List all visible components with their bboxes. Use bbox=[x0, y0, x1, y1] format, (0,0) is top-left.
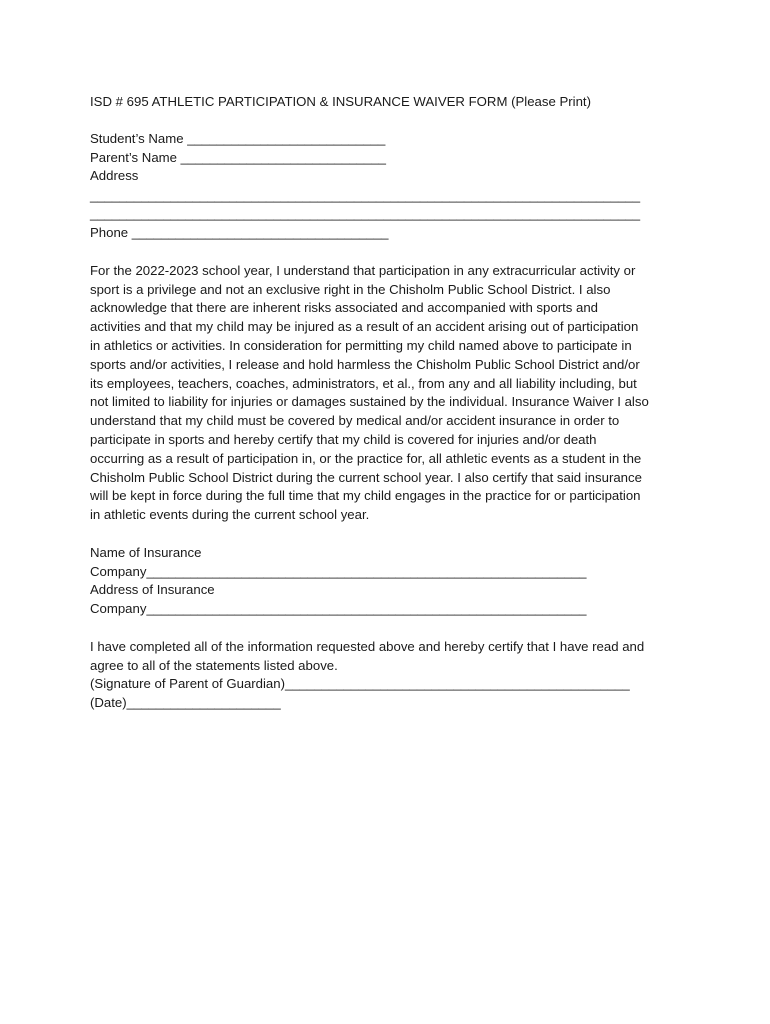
waiver-line: will be kept in force during the full time that my child engages in the practice for or participation bbox=[90, 488, 641, 504]
waiver-form bbox=[90, 93, 690, 713]
insurance-address-field: Company____________________________________________________________ bbox=[90, 601, 587, 617]
spacer bbox=[90, 243, 690, 262]
address-line-1: ___________________________________________________________________________ bbox=[90, 187, 641, 203]
waiver-line: participate in sports and hereby certify that my child is covered for injuries and/or death bbox=[90, 432, 597, 448]
form-title: ISD # 695 ATHLETIC PARTICIPATION & INSURANCE WAIVER FORM (Please Print) bbox=[90, 94, 591, 109]
waiver-line: in athletics or activities. In consideration for permitting my child named above to participate in bbox=[90, 338, 632, 354]
parent-name-field: Parent’s Name ____________________________ bbox=[90, 149, 387, 165]
student-name-field: Student’s Name ___________________________ bbox=[90, 130, 386, 146]
waiver-line: sport is a privilege and not an exclusive right in the Chisholm Public School District. I also bbox=[90, 281, 611, 297]
waiver-line: For the 2022-2023 school year, I understand that participation in any extracurricular activity or bbox=[90, 262, 636, 278]
waiver-line: in athletic events during the current school year. bbox=[90, 507, 370, 523]
waiver-paragraph bbox=[90, 262, 690, 525]
insurance-name-label: Name of Insurance bbox=[90, 544, 202, 560]
spacer bbox=[90, 619, 690, 638]
certify-line: agree to all of the statements listed above. bbox=[90, 657, 338, 673]
waiver-line: not limited to liability for injuries or damages sustained by the individual. Insurance Waiver I also bbox=[90, 394, 649, 410]
waiver-line: activities and that my child may be injured as a result of an accident arising out of participation bbox=[90, 319, 639, 335]
signature-field: (Signature of Parent of Guardian)_______________________________________________ bbox=[90, 676, 630, 692]
spacer bbox=[90, 525, 690, 544]
certify-line: I have completed all of the information requested above and hereby certify that I have read and bbox=[90, 638, 645, 654]
waiver-line: occurring as a result of participation in, or the practice for, all athletic events as a student in the bbox=[90, 450, 642, 466]
address-label: Address bbox=[90, 168, 139, 184]
waiver-line: acknowledge that there are inherent risks associated and accompanied with sports and bbox=[90, 300, 599, 316]
date-field: (Date)_____________________ bbox=[90, 695, 281, 711]
address-line-2: ___________________________________________________________________________ bbox=[90, 206, 641, 222]
waiver-line: understand that my child must be covered by medical and/or accident insurance in order to bbox=[90, 413, 620, 429]
insurance-name-field: Company____________________________________________________________ bbox=[90, 563, 587, 579]
waiver-line: sports and/or activities, I release and hold harmless the Chisholm Public School District and/or bbox=[90, 356, 640, 372]
waiver-line: its employees, teachers, coaches, administrators, et al., from any and all liability including, but bbox=[90, 375, 637, 391]
waiver-line: Chisholm Public School District during the current school year. I also certify that said insurance bbox=[90, 469, 642, 485]
insurance-address-label: Address of Insurance bbox=[90, 582, 215, 598]
phone-field: Phone ___________________________________ bbox=[90, 225, 389, 241]
